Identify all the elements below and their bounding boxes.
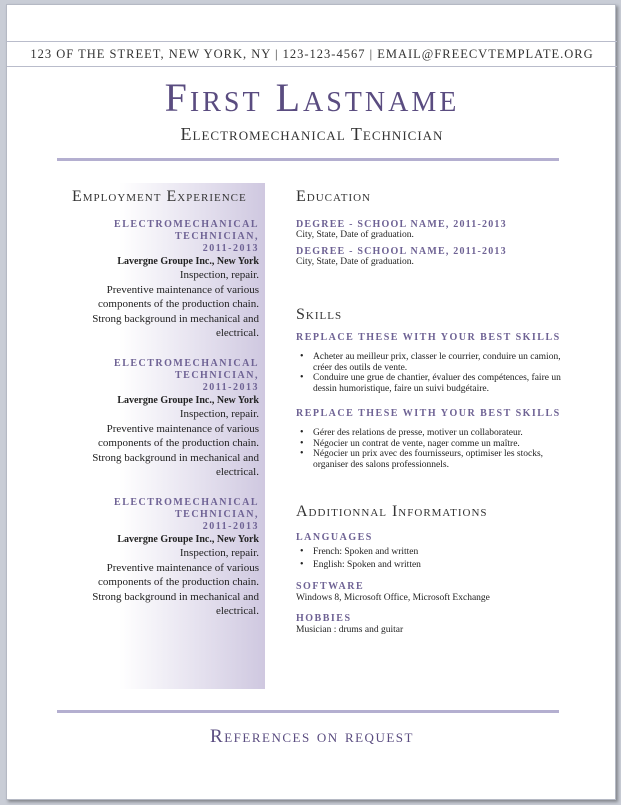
skill-group: [296, 332, 566, 394]
job-description: Strong background in mechanical and: [92, 590, 259, 603]
candidate-name: First Lastname: [164, 75, 460, 120]
job-description: Inspection, repair.: [179, 408, 259, 420]
employment-column: [57, 183, 265, 689]
hobbies-value: Musician : drums and guitar: [296, 625, 404, 635]
job-title: TECHNICIAN,: [174, 231, 259, 242]
job-years: 2011-2013: [202, 521, 259, 532]
additional-heading: Additionnal Informations: [296, 503, 488, 520]
degree-title: DEGREE - SCHOOL NAME, 2011-2013: [296, 219, 507, 230]
list-item: • Gérer des relations de presse, motiver un collaborateur.: [313, 428, 566, 439]
software-title: SOFTWARE: [296, 581, 365, 592]
job-description: Inspection, repair.: [179, 269, 259, 281]
job-description: components of the production chain.: [98, 437, 259, 449]
education-entry: [296, 219, 566, 241]
job-description: Preventive maintenance of various: [106, 561, 259, 574]
software-value: Windows 8, Microsoft Office, Microsoft Exchange: [296, 593, 490, 603]
candidate-title: Electromechanical Technician: [180, 124, 444, 144]
resume-page: [6, 4, 616, 800]
footer-divider: [57, 710, 559, 713]
job-entry: [57, 358, 259, 480]
degree-location: City, State, Date of graduation.: [296, 230, 414, 240]
skill-group-title: REPLACE THESE WITH YOUR BEST SKILLS: [296, 408, 561, 419]
list-item: • Négocier un prix avec des fournisseurs, optimiser les stocks, organiser des salons professionnels.: [313, 449, 566, 470]
job-title: ELECTROMECHANICAL: [114, 497, 259, 508]
job-company: Lavergne Groupe Inc., New York: [117, 256, 259, 267]
skills-heading: Skills: [296, 306, 343, 323]
job-description: Strong background in mechanical and: [92, 312, 259, 325]
job-description: electrical.: [215, 605, 259, 617]
skill-group: [296, 408, 566, 470]
job-description: components of the production chain.: [98, 298, 259, 310]
job-description: Strong background in mechanical and: [92, 451, 259, 464]
job-entry: [57, 497, 259, 619]
degree-title: DEGREE - SCHOOL NAME, 2011-2013: [296, 246, 507, 257]
job-years: 2011-2013: [202, 243, 259, 254]
job-entry: [57, 219, 259, 341]
job-company: Lavergne Groupe Inc., New York: [117, 534, 259, 545]
hobbies-title: HOBBIES: [296, 613, 352, 624]
contact-line: 123 OF THE STREET, NEW YORK, NY | 123-123-4567 | EMAIL@FREECVTEMPLATE.ORG: [7, 41, 617, 67]
job-description: Preventive maintenance of various: [106, 283, 259, 296]
list-item: • Conduire une grue de chantier, évaluer des compétences, faire un dessin humoristique, faire un suivi budgétaire.: [313, 373, 566, 394]
header-divider: [57, 158, 559, 161]
degree-location: City, State, Date of graduation.: [296, 257, 414, 267]
list-item: • French: Spoken and written: [313, 546, 566, 559]
references-text: References on request: [210, 726, 414, 747]
languages-title: LANGUAGES: [296, 532, 373, 543]
education-entry: [296, 246, 566, 268]
job-description: electrical.: [215, 466, 259, 478]
job-title: TECHNICIAN,: [174, 509, 259, 520]
job-title: ELECTROMECHANICAL: [114, 358, 259, 369]
job-description: components of the production chain.: [98, 576, 259, 588]
job-description: electrical.: [215, 327, 259, 339]
languages-list: [296, 546, 566, 571]
list-item: • Acheter au meilleur prix, classer le courrier, conduire un camion, créer des outils de vente.: [313, 352, 566, 373]
job-description: Inspection, repair.: [179, 547, 259, 559]
skill-group-title: REPLACE THESE WITH YOUR BEST SKILLS: [296, 332, 561, 343]
skill-list: [296, 428, 566, 470]
education-heading: Education: [296, 188, 371, 205]
employment-heading: Employment Experience: [72, 188, 247, 205]
list-item: • Négocier un contrat de vente, nager comme un maître.: [313, 439, 566, 450]
job-years: 2011-2013: [202, 382, 259, 393]
job-description: Preventive maintenance of various: [106, 422, 259, 435]
job-title: TECHNICIAN,: [174, 370, 259, 381]
list-item: • English: Spoken and written: [313, 559, 566, 572]
skill-list: [296, 352, 566, 394]
additional-info: [296, 532, 566, 636]
job-title: ELECTROMECHANICAL: [114, 219, 259, 230]
job-company: Lavergne Groupe Inc., New York: [117, 395, 259, 406]
